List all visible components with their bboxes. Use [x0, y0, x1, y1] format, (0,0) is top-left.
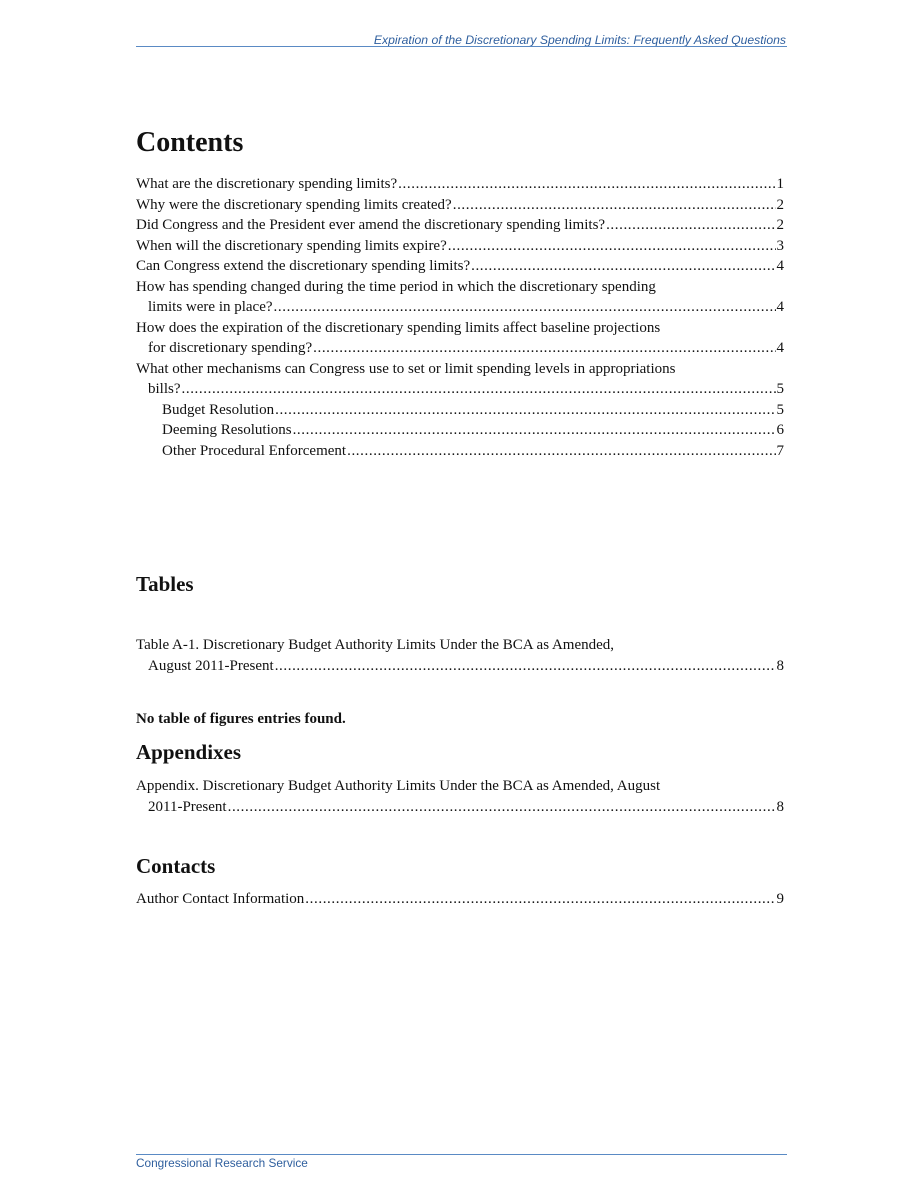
footer-rule: [136, 1154, 787, 1155]
toc-entry[interactable]: Can Congress extend the discretionary spending limits? ..... 4: [136, 256, 784, 277]
toc-subentry[interactable]: Deeming Resolutions ..... 6: [136, 420, 784, 441]
toc-entry[interactable]: Author Contact Information ..... 9: [136, 889, 784, 910]
tables-list: [136, 635, 784, 676]
toc-entry[interactable]: How does the expiration of the discretionary spending limits affect baseline projections for discretionary spending? ..... 4: [136, 318, 784, 359]
toc-entry[interactable]: What are the discretionary spending limits? ..... 1: [136, 174, 784, 195]
footer-publisher: Congressional Research Service: [136, 1156, 308, 1170]
toc-subentry[interactable]: Other Procedural Enforcement ..... 7: [136, 441, 784, 462]
header-rule: [136, 46, 787, 47]
toc-entry[interactable]: Why were the discretionary spending limits created? ..... 2: [136, 195, 784, 216]
appendixes-heading: Appendixes: [136, 740, 242, 764]
toc-entry[interactable]: Did Congress and the President ever amend the discretionary spending limits? ..... 2: [136, 215, 784, 236]
toc-entry[interactable]: When will the discretionary spending limits expire? ..... 3: [136, 236, 784, 257]
toc-entry[interactable]: What other mechanisms can Congress use to set or limit spending levels in appropriations bills? ..... 5: [136, 359, 784, 400]
contacts-list: [136, 889, 784, 910]
contacts-heading: Contacts: [136, 854, 216, 878]
tables-heading: Tables: [136, 572, 194, 596]
running-header: Expiration of the Discretionary Spending Limits: Frequently Asked Questions: [373, 33, 786, 47]
toc-entry[interactable]: Appendix. Discretionary Budget Authority Limits Under the BCA as Amended, August 2011-Present ..... 8: [136, 776, 784, 817]
toc-entry[interactable]: Table A-1. Discretionary Budget Authority Limits Under the BCA as Amended, August 2011-Present ..... 8: [136, 635, 784, 676]
figures-note: No table of figures entries found.: [136, 711, 346, 727]
toc-subentry[interactable]: Budget Resolution ..... 5: [136, 400, 784, 421]
toc-entry[interactable]: How has spending changed during the time period in which the discretionary spending limits were in place? ..... 4: [136, 277, 784, 318]
contents-heading: Contents: [136, 127, 244, 158]
contents-list: [136, 174, 784, 461]
appendixes-list: [136, 776, 784, 817]
